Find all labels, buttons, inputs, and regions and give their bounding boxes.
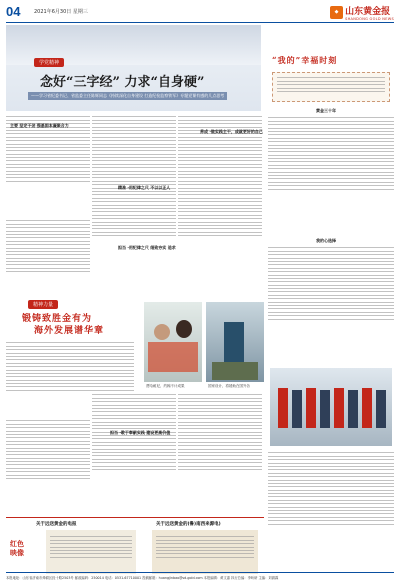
photo-group [270, 368, 392, 446]
right-feature-title: “我的”幸福时刻 [272, 55, 338, 65]
right-column-body-2 [268, 245, 394, 365]
right-intro-box [272, 72, 390, 102]
article-column-5 [92, 392, 176, 512]
section-heading-5: 担当 ·敢于奉献实践 建设更高价值 [110, 430, 171, 435]
photo-caption-2: 国家设计、将援助在国外各 [208, 384, 250, 388]
telegram-scan-1 [46, 530, 136, 574]
article-column-3 [178, 114, 262, 299]
telegram-scan-2-text [156, 534, 254, 570]
badge-line-2: 映像 [10, 548, 24, 557]
badge-line-1: 红色 [10, 539, 24, 548]
feature-title-line-1: 锻铸致胜金有为 [22, 314, 93, 324]
feature-title [22, 313, 104, 337]
issue-date: 2021年6月30日 星期三 [34, 9, 88, 15]
banner-tag: 学党精神 [34, 58, 64, 67]
section-heading-2: 精准 ·用纪律之尺 不以以正人 [118, 185, 171, 190]
bottom-heading-1: 关于远送黄金的电报 [36, 522, 77, 527]
page-header [6, 4, 394, 20]
feature-tag: 精神力量 [28, 300, 58, 309]
page-number: 04 [6, 4, 21, 19]
bottom-feature [6, 517, 264, 577]
article-column-1b [6, 218, 90, 298]
banner-title: 念好“三字经” 力求“自身硬” [40, 75, 205, 90]
right-column-body-1 [268, 115, 394, 233]
right-subhead-1: 黄金三十年 [316, 108, 336, 113]
newspaper-logo [330, 4, 394, 21]
telegram-scan-2 [152, 530, 258, 574]
section-heading-4: 养成 ·做实践主干，成就更好的自己 [200, 129, 263, 134]
red-memory-badge [10, 539, 24, 557]
photo-caption-1: 贾哈耐尼、约翰不计成果 [146, 384, 185, 388]
bottom-heading-2: 关于远送黄金的(鲁)南西来源电) [156, 522, 221, 527]
lead-banner [6, 25, 261, 111]
section-heading-1: 主要 坚定干劲 强基固本凝聚合力 [10, 123, 69, 128]
page-footer [6, 572, 394, 581]
article-column-4 [6, 418, 90, 510]
photo-site [206, 302, 264, 382]
logo-en: SHANDONG GOLD NEWS [345, 17, 394, 21]
article-column-6 [178, 392, 262, 512]
photo-workers [144, 302, 202, 382]
banner-subtitle: ——学习省纪委书记、省监委主任陈辉同志《持续深化自身建设 打造纪检监察铁军》专题党课有感的几点思考 [28, 92, 227, 100]
footer-text: 本报地址：山东省济南市舜耕区经十路2503号 邮政编码：250014 电话：0531-67710001 投稿邮箱：huangjinbao@sd-gold.com 本报编辑：黄文嘉 执行总编：李昕研 主编：刘源霖 [6, 576, 279, 580]
right-column-body-3 [268, 450, 394, 568]
feature-title-line-2: 海外发展谱华章 [34, 326, 105, 336]
header-divider [6, 22, 394, 23]
section-heading-3: 担当 ·用纪律之尺 细致夯实 追求 [118, 245, 176, 250]
logo-name: 山东黄金报 [345, 7, 391, 17]
right-subhead-2: 我的心选择 [316, 238, 336, 243]
article-column-2 [92, 114, 176, 299]
telegram-scan-1-text [50, 534, 132, 570]
logo-icon: ◆ [330, 6, 343, 19]
right-intro-text [277, 75, 385, 101]
article-column-1 [6, 114, 90, 214]
